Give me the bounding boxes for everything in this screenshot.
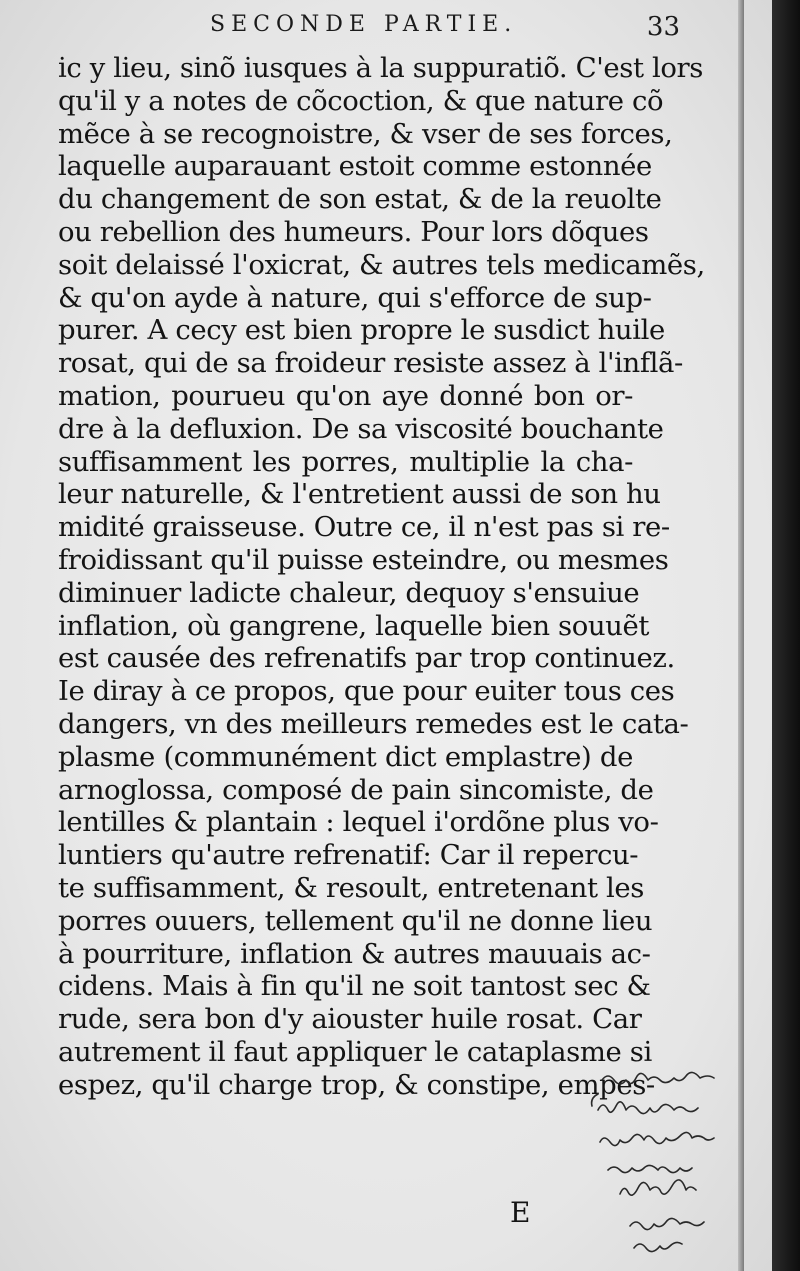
text-line: leur naturelle, & l'entretient aussi de son hu — [58, 478, 661, 511]
text-line: soit delaissé l'oxicrat, & autres tels medicamẽs, — [58, 248, 705, 281]
text-line: luntiers qu'autre refrenatif: Car il repercu- — [58, 839, 639, 872]
text-line: rosat, qui de sa froideur resiste assez à l'inflã- — [58, 347, 683, 380]
text-line: froidissant qu'il puisse esteindre, ou mesmes — [58, 543, 669, 576]
page-number: 33 — [646, 12, 680, 42]
body-text — [58, 52, 705, 1102]
text-line: qu'il y a notes de cõcoction, & que nature cõ — [58, 84, 664, 117]
text-line: Ie diray à ce propos, que pour euiter tous ces — [58, 675, 675, 708]
text-line: est causée des refrenatifs par trop continuez. — [58, 642, 675, 675]
text-line: du changement de son estat, & de la reuolte — [58, 183, 662, 216]
text-line: arnoglossa, composé de pain sincomiste, de — [58, 773, 654, 806]
text-line: mation, pourueu qu'on aye donné bon or- — [58, 379, 633, 412]
page-edge-shadow — [738, 0, 744, 1271]
text-line: te suffisamment, & resoult, entretenant les — [58, 871, 644, 904]
text-line: ic y lieu, sinõ iusques à la suppuratiõ. C'est lors — [58, 52, 703, 84]
text-line: autrement il faut appliquer le cataplasme si — [58, 1035, 652, 1068]
text-line: & qu'on ayde à nature, qui s'efforce de sup- — [58, 281, 652, 314]
text-line: dangers, vn des meilleurs remedes est le cata- — [58, 707, 689, 740]
scan-right-border — [772, 0, 800, 1271]
text-line: plasme (communément dict emplastre) de — [58, 740, 633, 773]
text-line: laquelle auparauant estoit comme estonnée — [58, 150, 652, 183]
text-line: ou rebellion des humeurs. Pour lors dõques — [58, 215, 649, 248]
text-line: espez, qu'il charge trop, & constipe, empes- — [58, 1068, 655, 1101]
text-line: mẽce à se recognoistre, & vser de ses forces, — [58, 117, 673, 150]
text-line: porres ouuers, tellement qu'il ne donne lieu — [58, 904, 653, 937]
text-line: diminuer ladicte chaleur, dequoy s'ensuiue — [58, 576, 640, 609]
signature-mark: E — [510, 1196, 531, 1229]
text-line: cidens. Mais à fin qu'il ne soit tantost sec & — [58, 970, 651, 1003]
text-line: dre à la defluxion. De sa viscosité bouchante — [58, 412, 664, 445]
text-line: à pourriture, inflation & autres mauuais ac- — [58, 937, 651, 970]
running-head-title: SECONDE PARTIE. — [210, 12, 518, 37]
text-line: inflation, où gangrene, laquelle bien souuẽt — [58, 609, 650, 642]
text-line: purer. A cecy est bien propre le susdict huile — [58, 314, 665, 347]
text-line: suffisamment les porres, multiplie la cha- — [58, 445, 633, 478]
text-line: midité graisseuse. Outre ce, il n'est pas si re- — [58, 511, 670, 544]
text-line: lentilles & plantain : lequel i'ordõne plus vo- — [58, 806, 659, 839]
text-line: rude, sera bon d'y aiouster huile rosat. Car — [58, 1003, 642, 1036]
